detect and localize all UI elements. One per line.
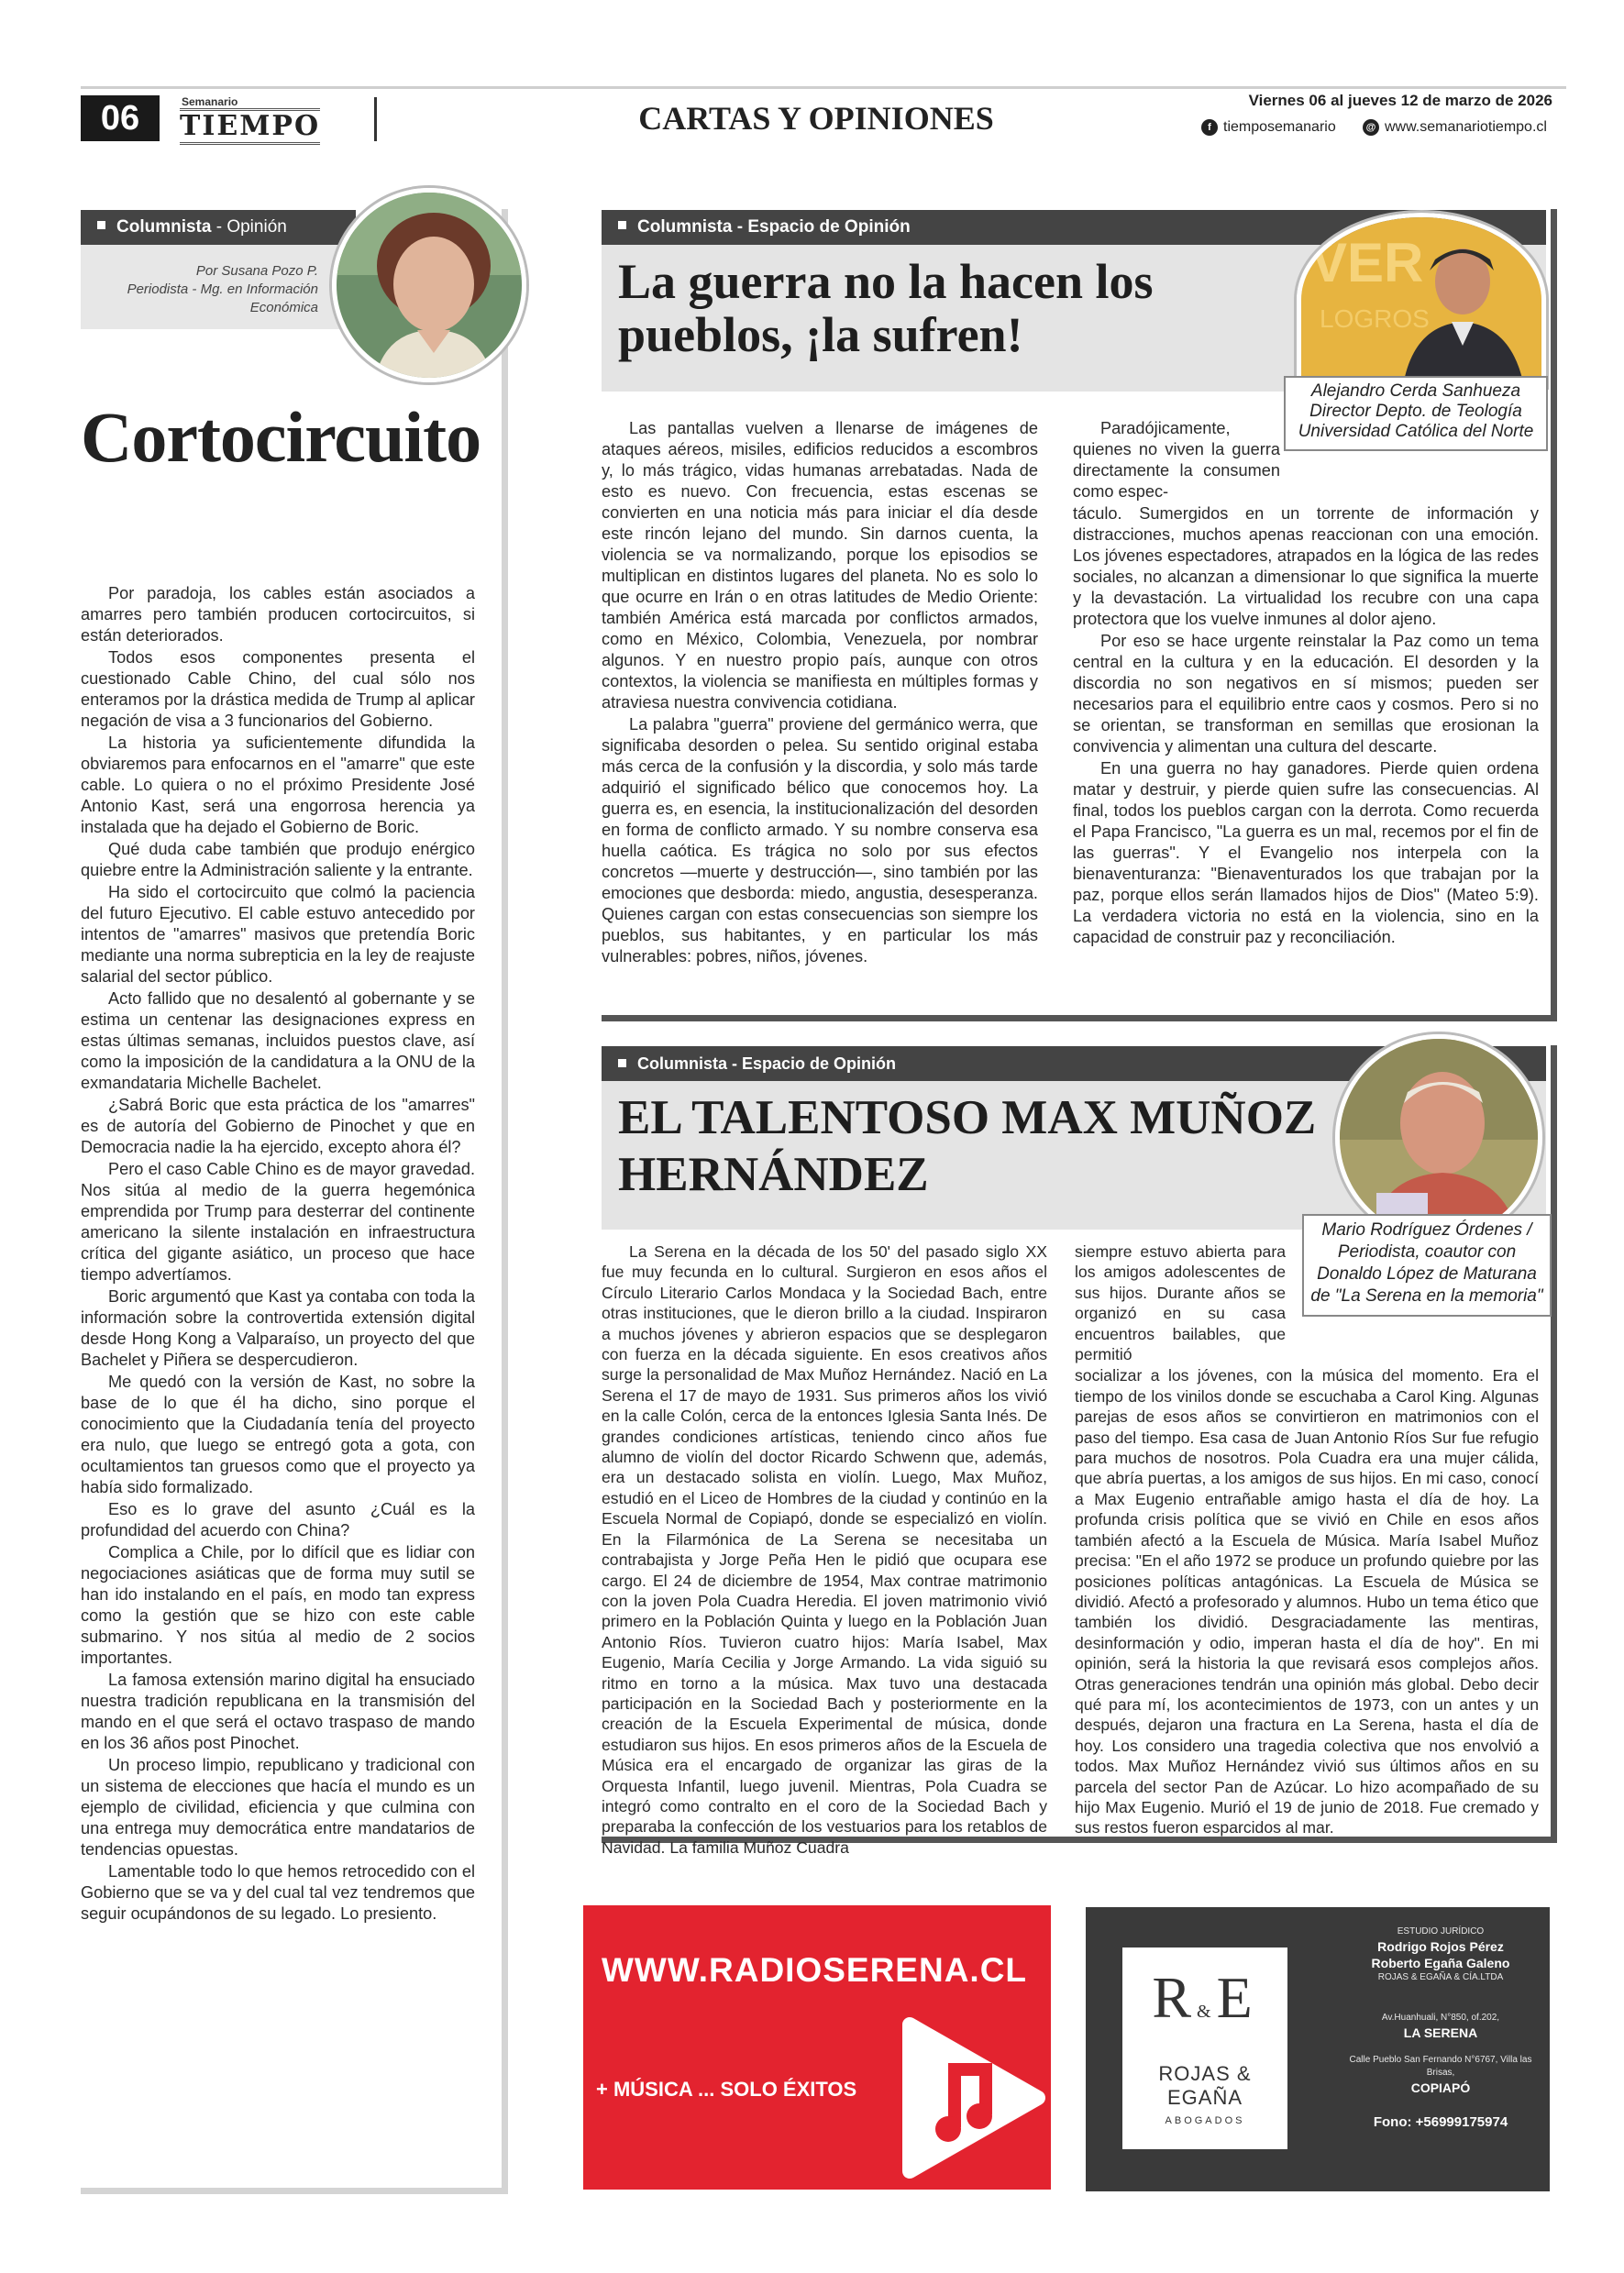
issue-date: Viernes 06 al jueves 12 de marzo de 2026 [1248,92,1552,109]
radio-play-logo-icon [891,2015,1047,2180]
caption-line: Director Depto. de Teología [1309,402,1522,421]
law-firm-logo [1122,1947,1287,2149]
radio-serena-ad[interactable] [583,1905,1051,2190]
website-link[interactable] [1363,119,1547,136]
article2-body-left [602,1241,1047,1859]
article2-title: EL TALENTOSO MAX MUÑOZ HERNÁNDEZ [618,1091,1317,1201]
lawyer-name: Rodrigo Rojos Pérez [1377,1939,1504,1954]
caption-line: Alejandro Cerda Sanhueza [1310,381,1521,401]
section-title: CARTAS Y OPINIONES [638,100,994,137]
body-paragraph: La palabra "guerra" proviene del germánico werra, que significaba desorden o pelea. Su sentido original estaba más cerca de la confusión y la discordia, y solo más tarde adquirió el significado bélico que conocemos hoy. La guerra es, en esencia, la institucionalización del desorden en forma de conflicto armado. Y su nombre conserva esa huella caótica. Es trágica no solo por sus efectos concretos —muerte y destrucción—, sino también por las emociones que desborda: miedo, angustia, desesperanza. Quienes cargan con estas consecuencias son siempre los pueblos, sus habitantes, y en particular los más vulnerables: pobres, niños, jóvenes. [602,715,1038,965]
body-paragraph: La famosa extensión marino digital ha ensuciado nuestra tradición republicana en la transmisión del mando en el que será el octavo traspaso de mando en los 36 años post Pinochet. [81,1671,475,1752]
facebook-icon: f [1201,119,1218,136]
column-tag [81,210,356,245]
svg-text:VER: VER [1310,232,1424,293]
body-paragraph: La historia ya suficientemente difundida la obviaremos para enfocarnos en el "amarre" que este cable. Lo quiera o no el próximo Presidente José Antonio Kast, será una engorrosa herencia ya instalada que ha dejado el Gobierno de Boric. [81,734,475,836]
body-paragraph: Qué duda cabe también que produjo enérgico quiebre entre la Administración saliente y la entrante. [81,840,475,879]
social-handle-text: tiemposemanario [1223,119,1336,135]
body-paragraph: Boric argumentó que Kast ya contaba con toda la información sobre la controvertida extensión digital desde Hong Kong a Valparaíso, un proyecto del que Bachelet y Piñera se despercudieron. [81,1287,475,1369]
radio-slogan: + MÚSICA ... SOLO ÉXITOS [596,2078,857,2101]
law-firm-legal-name: ROJAS & EGAÑA & CÍA.LTDA [1377,1972,1504,1982]
body-paragraph: Pero el caso Cable Chino es de mayor gravedad. Nos sitúa al medio de la guerra hegemónica emprendida por Trump para desterrar del continente americano la silente instalación en infraestructura crítica del gigante asiático, un proceso que hace tiempo advertíamos. [81,1160,475,1284]
author-photo-susana [332,188,526,382]
law-studio-label: ESTUDIO JURÍDICO [1397,1926,1485,1936]
author-byline [84,262,318,317]
body-paragraph: Las pantallas vuelven a llenarse de imágenes de ataques aéreos, misiles, edificios reducidos a escombros y, lo más trágico, vidas humanas arrebatadas. Nada de esto es nuevo. Con frecuencia, estas escenas se convierten en una noticia más para iniciar el día desde este rincón lejano del mundo. Sin darnos cuenta, la violencia se va normalizando, porque los episodios se multiplican en distintos lugares del planeta. No es solo lo que ocurre en Irán o en otras latitudes de Medio Oriente: también América está marcada por conflictos armados, como en México, Colombia, Venezuela, por nombrar algunos. Y en nuestro propio país, aunque con otros contextos, la violencia se manifiesta en múltiples formas y atraviesa nuestra convivencia cotidiana. [602,419,1038,712]
column-tag-sub: - Opinión [211,217,287,237]
header-rule [81,86,1566,89]
article1-title: La guerra no la hacen los pueblos, ¡la sufren! [618,254,1154,362]
article2-body-right [1075,1241,1539,1839]
body-paragraph: Acto fallido que no desalentó al gobernante y se estima un centenar las designaciones express en estas últimas semanas, incluidos puestos clave, así como la imposición de la candidatura a la ONU de la exmandataria Michelle Bachelet. [81,989,475,1092]
body-paragraph: Por eso se hace urgente reinstalar la Paz como un tema central en la cultura y en la educación. El desorden y la discordia no son negativos en sí mismos; pueden ser necesarios para el equilibrio entre caos y cosmos. Pero si no se orientan, se transforman en semillas que erosionan la convivencia y alimentan una cultura del descarte. [1073,632,1539,756]
website-text: www.semanariotiempo.cl [1385,119,1547,135]
brand-divider [374,97,377,141]
body-paragraph: Paradójicamente, quienes no viven la guerra directamente la consumen como espec- [1073,419,1280,501]
caption-line: Donaldo López de Maturana [1317,1264,1537,1284]
column-tag-label: Columnista [116,217,212,237]
body-paragraph: Lamentable todo lo que hemos retrocedido con el Gobierno que se va y del cual tal vez tendremos que seguir ocupándonos de su legado. Lo presiento. [81,1862,475,1923]
law-logo-r: R [1152,1965,1198,2030]
web-icon: @ [1363,119,1379,136]
body-paragraph: siempre estuvo abierta para los amigos adolescentes de sus hijos. Durante años se organizó en su casa encuentros bailables, que permitió [1075,1242,1286,1364]
office-address: Calle Pueblo San Fernando N°6767, Villa las Brisas, [1349,2055,1532,2078]
law-logo-e: E [1216,1965,1258,2030]
author-photo-mario [1335,1034,1542,1241]
caption-line: de "La Serena en la memoria" [1310,1286,1543,1306]
law-logo-name: ROJAS & EGAÑA [1158,2062,1252,2109]
tag-square-icon [97,221,105,229]
author-title: Periodista - Mg. en Información [127,281,318,297]
law-phone[interactable]: Fono: +56999175974 [1373,2114,1508,2130]
brand-logo: TIEMPO [180,108,320,145]
law-logo-mark [1122,1947,1287,2062]
body-paragraph: En una guerra no hay ganadores. Pierde quien ordena matar y destruir, y pierde quien sufre las consecuencias. Al final, todos los pueblos cargan con la derrota. Como recuerda el Papa Francisco, "La guerra es un mal, recemos por el fin de las guerras". Y el Evangelio nos interpela con la bienaventuranza: "Bienaventurados los que trabajan por la paz, porque ellos serán llamados hijos de Dios" (Mateo 5:9). La verdadera victoria no está en la violencia, sino en la capacidad de construir paz y reconciliación. [1073,759,1539,946]
column-body [81,583,475,1925]
caption-line: Mario Rodríguez Órdenes / [1321,1220,1532,1240]
social-handle[interactable] [1201,119,1336,136]
body-paragraph: Ha sido el cortocircuito que colmó la paciencia del futuro Ejecutivo. El cable estuvo antecedido por intentos de "amarres" masivos que pretendía Boric mediante una norma subrepticia en la ley de reajuste salarial del sector público. [81,883,475,986]
body-paragraph: táculo. Sumergidos en un torrente de información y distracciones, muchos apenas reaccionan con una emoción. Los jóvenes espectadores, atrapados en la lógica de las redes sociales, no alcanzan a dimensionar lo que significa la muerte y la devastación. La virtualidad los recubre con una capa protectora que los vuelve inmunes al dolor ajeno. [1073,504,1539,628]
article1-body-right [1073,418,1539,949]
tag-square-icon [618,1059,626,1067]
law-logo-amp: & [1197,2002,1217,2022]
brand-kicker: Semanario [182,95,238,108]
body-paragraph: Eso es lo grave del asunto ¿Cuál es la profundidad del acuerdo con China? [81,1500,475,1539]
caption-line: Periodista, coautor con [1337,1242,1517,1262]
body-paragraph: ¿Sabrá Boric que esta práctica de los "amarres" es de autoría del Gobierno de Pinochet y que en Democracia nadie la ha ejercido, excepto ahora él? [81,1096,475,1156]
body-paragraph: Por paradoja, los cables están asociados a amarres pero también producen cortocircuitos, si están deteriorados. [81,584,475,645]
body-paragraph: socializar a los jóvenes, con la música del momento. Era el tiempo de los vinilos donde se escuchaba a Carol King. Algunas parejas de esos años se convirtieron en matrimonios con el paso del tiempo. Esa casa de Juan Antonio Ríos Sur fue refugio para muchos de nosotros. Pola Cuadra era una mujer cálida, que abría puertas, a los amigos de sus hijos. En mi caso, conocí a Max Eugenio entrañable amigo hasta el día de hoy. La profunda crisis política que se vivió en Chile en esos años también afectó a la Escuela de Música. María Isabel Muñoz precisa: "En el año 1972 se produce un profundo quiebre por las posiciones políticas antagónicas. La Escuela de Música se dividió. Afectó a profesorado y alumnos. Hubo un tema ético que también los dividió. Desgraciadamente las mentiras, desinformación y odio, imperan hasta el día de hoy". En mi opinión, será la historia la que revisará esos complejos años. Otras generaciones tendrán una opinión más global. Debo decir qué para mí, los acontecimientos de 1973, con un antes y un después, dejaron una fractura en La Serena, hasta el día de hoy. Los considero una tragedia colectiva que nos envolvió a todos. Max Muñoz Hernández vivió sus últimos años en su parcela del sector Pan de Azúcar. Lo hizo acompañado de su hijo Max Eugenio. Murió el 19 de junio de 2018. Fue cremado y sus restos fueron esparcidos al mar. [1075,1366,1539,1837]
lawyer-name: Roberto Egaña Galeno [1371,1956,1510,1970]
article2-tag-label: Columnista - Espacio de Opinión [637,1054,897,1073]
law-logo-role: ABOGADOS [1165,2115,1245,2126]
law-firm-ad[interactable] [1086,1907,1550,2191]
body-paragraph: Me quedó con la versión de Kast, no sobre la base de lo que él ha dicho, sino porque el conocimiento que la Ciudadanía tenía del proyecto era nulo, que luego se entregó gota a gota, con ocultamientos tan gruesos como que el proyecto ya había sido formalizado. [81,1373,475,1496]
article1-tag-label: Columnista - Espacio de Opinión [637,217,911,237]
author-title-2: Económica [249,300,318,315]
law-firm-info [1344,1925,1537,2130]
body-paragraph: Un proceso limpio, republicano y tradicional con un sistema de elecciones que hacía el mundo es un ejemplo de civilidad, eficiencia y que culmina con una entrega muy democrática entre mandatarios de tendencias opuestas. [81,1756,475,1859]
caption-line: Universidad Católica del Norte [1298,422,1534,441]
office-city: COPIAPÓ [1410,2080,1471,2095]
author-photo-alejandro [1297,213,1546,387]
page-number: 06 [81,95,160,141]
svg-text:LOGROS: LOGROS [1320,304,1430,333]
body-paragraph: La Serena en la década de los 50' del pasado siglo XX fue muy fecunda en lo cultural. Surgieron en esos años el Círculo Literario Carlos Mondaca y la Sociedad Bach, entre otras instituciones, que le dieron brillo a la ciudad. Inspiraron a muchos jóvenes y abrieron espacios que se desplegaron con fuerza en la década siguiente. En esos creativos años surge la personalidad de Max Muñoz Hernández. Nació en La Serena el 17 de mayo de 1931. Sus primeros años los vivió en la calle Colón, cerca de la entonces Iglesia Santa Inés. De grandes condiciones artísticas, teniendo cinco años fue alumno de violín del doctor Ricardo Schwenn que, además, era un destacado solista en violín. Luego, Max Muñoz, estudió en el Liceo de Hombres de la ciudad y continúo en la Escuela Normal de Copiapó, donde se especializó en violín. En la Filarmónica de La Serena se necesitaba un contrabajista y Jorge Peña Hen le pidió que ocupara ese cargo. El 24 de diciembre de 1954, Max contrae matrimonio con la joven Pola Cuadra Heredia. El joven matrimonio vivió primero en la Población Quinta y luego en la Población Juan Antonio Ríos. Tuvieron cuatro hijos: María Isabel, Max Eugenio, María Cecilia y Jorge Armando. La vida siguió su ritmo en torno a la música. Max tuvo una destacada participación en la Sociedad Bach y posteriormente en la creación de la Escuela Experimental de música, donde estudiaron sus hijos. En esos primeros años de la Escuela de Música era el encargado de organizar las giras de la Orquesta Infantil, luego juvenil. Mientras, Pola Cuadra se integró como contralto en el coro de la Sociedad Bach y preparaba la confección de los vestuarios para los retablos de Navidad. La familia Muñoz Cuadra [602,1242,1047,1857]
office-address: Av.Huanhuali, N°850, of.202, [1381,2013,1500,2023]
author-name: Por Susana Pozo P. [195,263,318,279]
tag-square-icon [618,221,626,229]
article1-body-left [602,418,1038,968]
office-city: LA SERENA [1403,2025,1478,2040]
body-paragraph: Complica a Chile, por lo difícil que es lidiar con negociaciones asiáticas que de forma muy sutil se han ido instalando en el país, en modo tan express como la gestión que se hizo con este cable submarino. Y nos sitúa al medio de 2 socios importantes. [81,1543,475,1667]
body-paragraph: Todos esos componentes presenta el cuestionado Cable Chino, del cual sólo nos enteramos por la drástica medida de Trump al aplicar negación de visa a 3 funcionarios del Gobierno. [81,648,475,730]
column-headline: Cortocircuito [81,397,481,477]
radio-url[interactable]: WWW.RADIOSERENA.CL [602,1951,1028,1989]
